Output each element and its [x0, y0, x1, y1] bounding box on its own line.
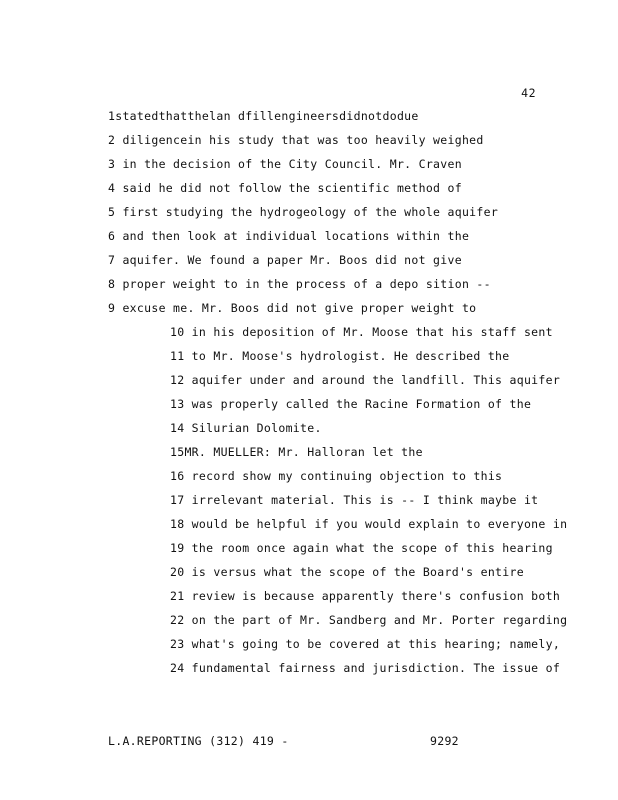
transcript-line: 8 proper weight to in the process of a depo sition -- [108, 277, 491, 291]
transcript-line: 12 aquifer under and around the landfill. This aquifer [170, 373, 561, 387]
reporter-name: L.A.REPORTING (312) 419 - [108, 734, 289, 748]
page-footer [108, 733, 528, 749]
transcript-line: 23 what's going to be covered at this hearing; namely, [170, 637, 561, 651]
transcript-line: 1statedthatthelan dfillengineersdidnotdodue [108, 109, 419, 123]
transcript-line: 6 and then look at individual locations within the [108, 229, 470, 243]
transcript-line: 17 irrelevant material. This is -- I think maybe it [170, 493, 539, 507]
transcript-line: 5 first studying the hydrogeology of the whole aquifer [108, 205, 499, 219]
transcript-line: 9 excuse me. Mr. Boos did not give proper weight to [108, 301, 477, 315]
transcript-line: 13 was properly called the Racine Formation of the [170, 397, 532, 411]
transcript-line: 16 record show my continuing objection to this [170, 469, 503, 483]
transcript-line: 19 the room once again what the scope of this hearing [170, 541, 553, 555]
transcript-line: 20 is versus what the scope of the Board's entire [170, 565, 524, 579]
transcript-line: 4 said he did not follow the scientific method of [108, 181, 462, 195]
transcript-line: 11 to Mr. Moose's hydrologist. He described the [170, 349, 510, 363]
transcript-line: 18 would be helpful if you would explain to everyone in [170, 517, 568, 531]
transcript-line: 7 aquifer. We found a paper Mr. Boos did not give [108, 253, 462, 267]
transcript-line: 15MR. MUELLER: Mr. Halloran let the [170, 445, 423, 459]
transcript-line: 2 diligencein his study that was too heavily weighed [108, 133, 484, 147]
transcript-line: 14 Silurian Dolomite. [170, 421, 322, 435]
transcript-line: 24 fundamental fairness and jurisdiction. The issue of [170, 661, 561, 675]
transcript-line: 22 on the part of Mr. Sandberg and Mr. Porter regarding [170, 613, 568, 627]
page-number: 42 [521, 86, 536, 100]
transcript-line: 3 in the decision of the City Council. Mr. Craven [108, 157, 462, 171]
transcript-line: 10 in his deposition of Mr. Moose that his staff sent [170, 325, 553, 339]
transcript-line: 21 review is because apparently there's confusion both [170, 589, 561, 603]
reporter-phone-suffix: 9292 [430, 734, 459, 748]
